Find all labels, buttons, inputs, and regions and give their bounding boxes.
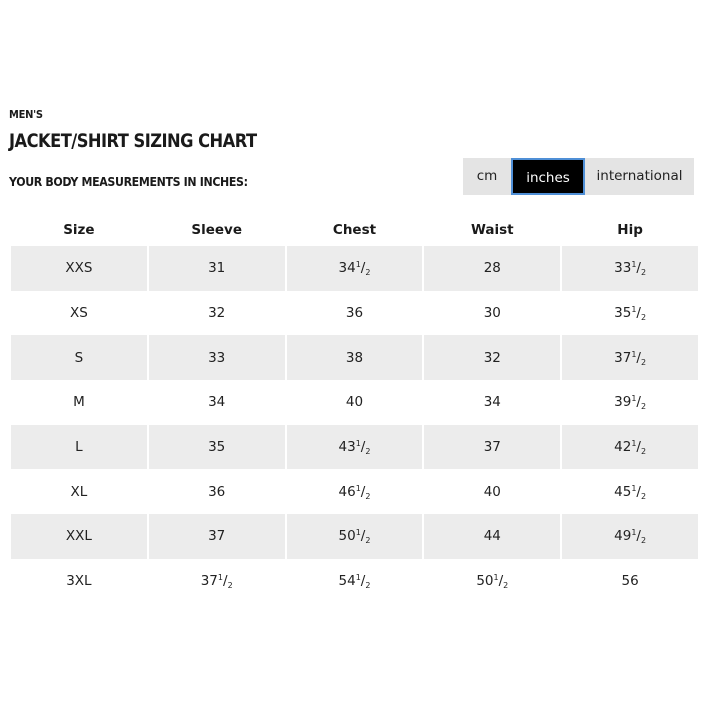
column-header-size: Size	[63, 222, 95, 238]
cell-sleeve: 35	[149, 425, 285, 470]
cell-chest: $50^1/_2$	[287, 514, 423, 559]
measurement-subtitle: YOUR BODY MEASUREMENTS IN INCHES:	[9, 174, 248, 189]
table-body	[11, 246, 698, 604]
cell-waist: 34	[483, 394, 501, 411]
cell-sleeve: 36	[208, 483, 226, 500]
cell-chest: $34^1/_2$	[287, 246, 423, 291]
cell-hip: 56	[621, 573, 639, 590]
cell-size: 3XL	[66, 573, 92, 590]
cell-waist: 28	[424, 246, 560, 291]
table-row	[11, 246, 698, 291]
table-row	[11, 335, 698, 380]
cell-hip: $49^1/_2$	[562, 514, 698, 559]
cell-waist: 37	[424, 425, 560, 470]
cell-chest: $54^1/_2$	[338, 573, 371, 591]
cell-waist: $50^1/_2$	[476, 573, 509, 591]
column-header-chest: Chest	[332, 222, 377, 238]
cell-sleeve: 31	[149, 246, 285, 291]
cell-hip: $35^1/_2$	[614, 305, 647, 323]
gender-label: MEN'S	[9, 108, 43, 121]
cell-chest: 38	[287, 335, 423, 380]
column-header-sleeve: Sleeve	[191, 222, 242, 238]
cell-size: M	[73, 394, 85, 411]
column-header-waist: Waist	[470, 222, 514, 238]
cell-size: XL	[70, 483, 88, 500]
unit-cm-button[interactable]: cm	[463, 158, 511, 195]
cell-sleeve: 32	[208, 305, 226, 322]
cell-hip: $42^1/_2$	[562, 425, 698, 470]
unit-inches-button[interactable]: inches	[511, 158, 585, 195]
table-header-row	[11, 214, 698, 246]
cell-size: S	[11, 335, 147, 380]
cell-chest: $43^1/_2$	[287, 425, 423, 470]
cell-hip: $37^1/_2$	[562, 335, 698, 380]
unit-toggle	[463, 158, 694, 195]
cell-size: L	[11, 425, 147, 470]
cell-waist: 44	[424, 514, 560, 559]
unit-international-button[interactable]: international	[585, 158, 694, 195]
cell-chest: 36	[345, 305, 364, 322]
cell-chest: 40	[345, 394, 364, 411]
cell-waist: 32	[424, 335, 560, 380]
page-title: JACKET/SHIRT SIZING CHART	[9, 131, 257, 152]
cell-size: XXL	[11, 514, 147, 559]
cell-chest: $46^1/_2$	[338, 483, 371, 501]
cell-hip: $33^1/_2$	[562, 246, 698, 291]
column-header-hip: Hip	[617, 222, 643, 238]
cell-hip: $45^1/_2$	[614, 483, 647, 501]
table-row	[11, 469, 698, 514]
cell-sleeve: 37	[149, 514, 285, 559]
cell-sleeve: 33	[149, 335, 285, 380]
cell-sleeve: 34	[208, 394, 226, 411]
cell-hip: $39^1/_2$	[614, 394, 647, 412]
table-row	[11, 291, 698, 336]
table-row	[11, 380, 698, 425]
table-row	[11, 559, 698, 604]
table-row	[11, 425, 698, 470]
cell-size: XS	[69, 305, 88, 322]
cell-sleeve: $37^1/_2$	[200, 573, 233, 591]
table-row	[11, 514, 698, 559]
cell-size: XXS	[11, 246, 147, 291]
cell-waist: 40	[483, 483, 501, 500]
cell-waist: 30	[483, 305, 501, 322]
sizing-table	[9, 214, 700, 604]
